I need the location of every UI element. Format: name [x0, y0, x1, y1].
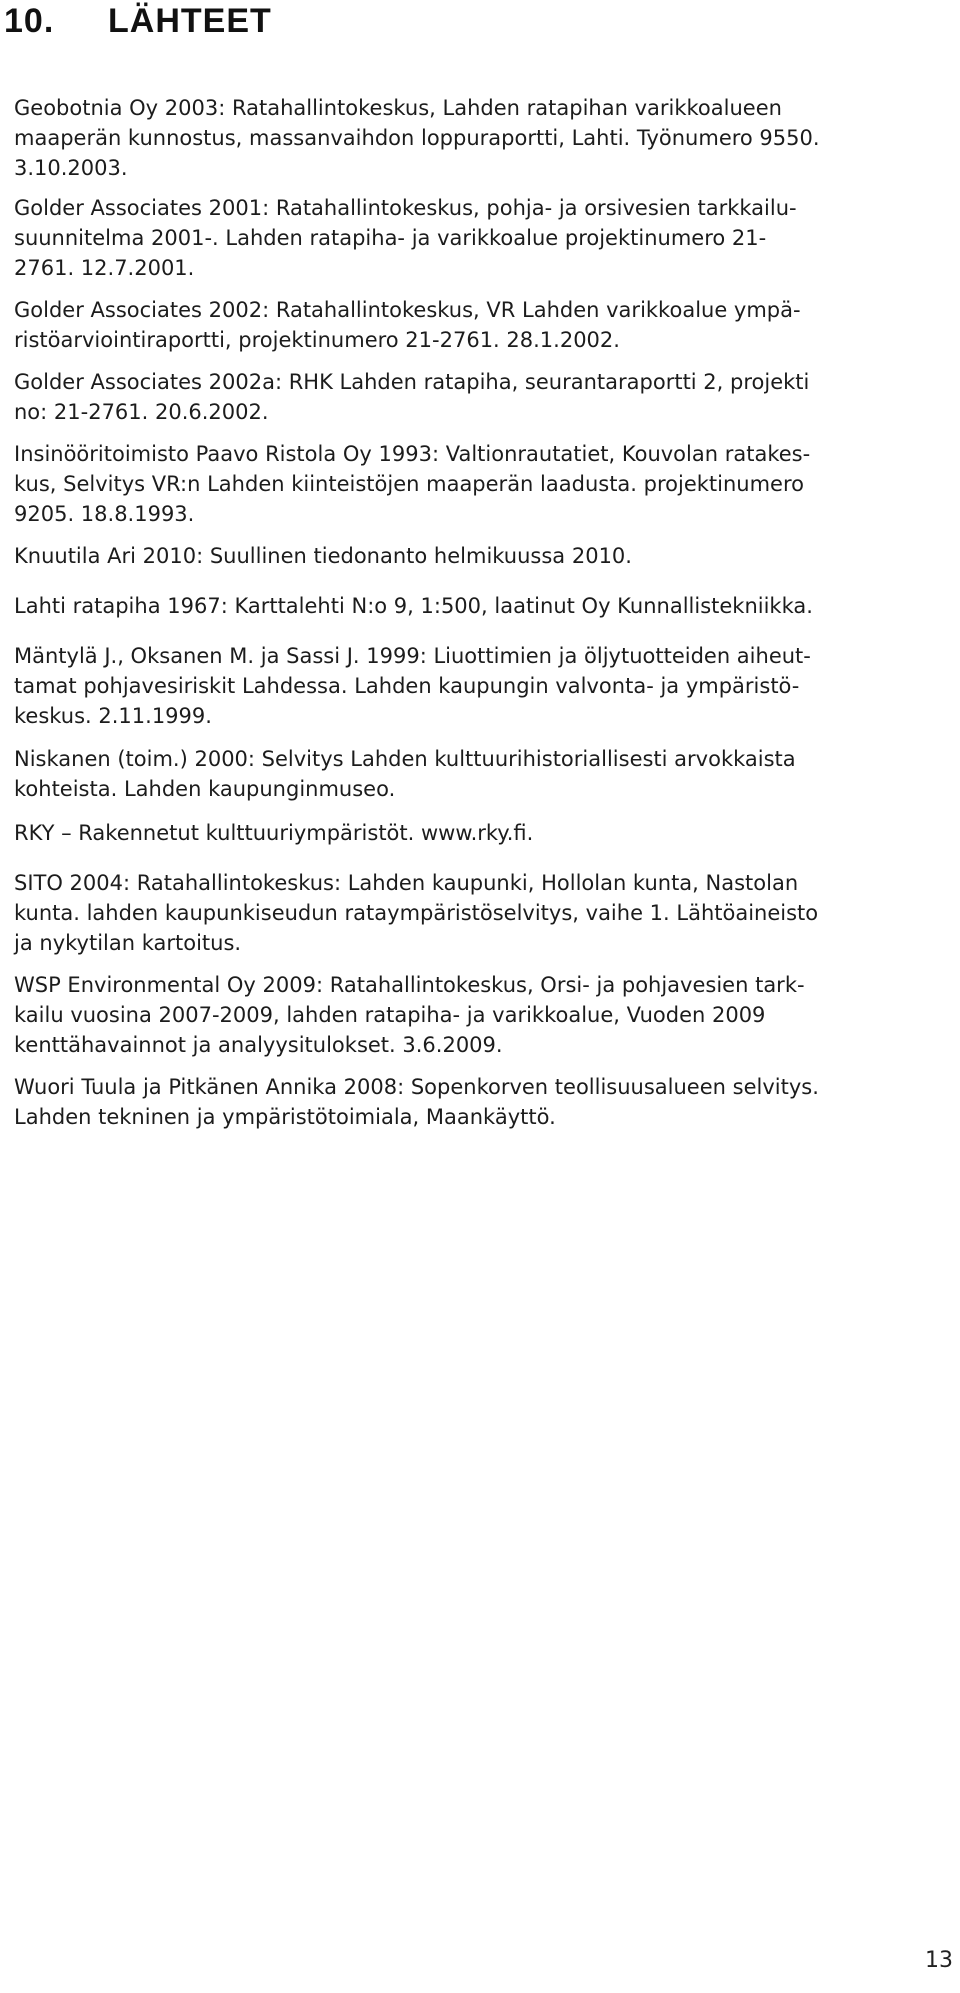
reference-lahti-1967 — [14, 591, 958, 621]
reference-line: Wuori Tuula ja Pitkänen Annika 2008: Sopenkorven teollisuusalueen selvitys. — [14, 1075, 819, 1099]
reference-golder-2001 — [14, 193, 958, 283]
reference-line: WSP Environmental Oy 2009: Ratahallintokeskus, Orsi- ja pohjavesien tark- — [14, 973, 805, 997]
reference-line: tamat pohjavesiriskit Lahdessa. Lahden kaupungin valvonta- ja ympäristö- — [14, 674, 800, 698]
reference-niskanen-2000 — [14, 744, 958, 804]
reference-mantyla-1999 — [14, 641, 958, 731]
reference-line: suunnitelma 2001-. Lahden ratapiha- ja varikkoalue projektinumero 21- — [14, 226, 767, 250]
reference-line: kohteista. Lahden kaupunginmuseo. — [14, 777, 396, 801]
reference-line: Insinööritoimisto Paavo Ristola Oy 1993: Valtionrautatiet, Kouvolan ratakes- — [14, 442, 811, 466]
reference-line: 2761. 12.7.2001. — [14, 256, 195, 280]
reference-line: Golder Associates 2002: Ratahallintokeskus, VR Lahden varikkoalue ympä- — [14, 298, 801, 322]
reference-line: no: 21-2761. 20.6.2002. — [14, 400, 269, 424]
reference-line: Geobotnia Oy 2003: Ratahallintokeskus, Lahden ratapihan varikkoalueen — [14, 96, 782, 120]
reference-wuori-2008 — [14, 1072, 958, 1132]
reference-line: Niskanen (toim.) 2000: Selvitys Lahden kulttuurihistoriallisesti arvokkaista — [14, 747, 796, 771]
reference-knuutila-2010 — [14, 541, 958, 571]
reference-line: SITO 2004: Ratahallintokeskus: Lahden kaupunki, Hollolan kunta, Nastolan — [14, 871, 799, 895]
section-heading — [4, 2, 272, 41]
reference-line: Knuutila Ari 2010: Suullinen tiedonanto helmikuussa 2010. — [14, 544, 632, 568]
reference-rky — [14, 818, 958, 848]
reference-line: Lahti ratapiha 1967: Karttalehti N:o 9, 1:500, laatinut Oy Kunnallistekniikka. — [14, 594, 813, 618]
reference-line: Golder Associates 2002a: RHK Lahden ratapiha, seurantaraportti 2, projekti — [14, 370, 810, 394]
reference-sito-2004 — [14, 868, 958, 958]
reference-list — [14, 93, 958, 1132]
reference-line: Golder Associates 2001: Ratahallintokeskus, pohja- ja orsivesien tarkkailu- — [14, 196, 797, 220]
reference-line: ja nykytilan kartoitus. — [14, 931, 242, 955]
reference-line: maaperän kunnostus, massanvaihdon loppuraportti, Lahti. Työnumero 9550. — [14, 126, 820, 150]
reference-line: kenttähavainnot ja analyysitulokset. 3.6.2009. — [14, 1033, 503, 1057]
reference-line: 3.10.2003. — [14, 156, 128, 180]
reference-line: RKY – Rakennetut kulttuuriympäristöt. www.rky.fi. — [14, 821, 534, 845]
reference-line: kailu vuosina 2007-2009, lahden ratapiha- ja varikkoalue, Vuoden 2009 — [14, 1003, 766, 1027]
reference-wsp-2009 — [14, 970, 958, 1060]
reference-line: kunta. lahden kaupunkiseudun rataympäristöselvitys, vaihe 1. Lähtöaineisto — [14, 901, 819, 925]
reference-ristola-1993 — [14, 439, 958, 529]
section-title: LÄHTEET — [108, 2, 272, 40]
reference-line: kus, Selvitys VR:n Lahden kiinteistöjen maaperän laadusta. projektinumero — [14, 472, 805, 496]
reference-line: Mäntylä J., Oksanen M. ja Sassi J. 1999: Liuottimien ja öljytuotteiden aiheut- — [14, 644, 811, 668]
reference-golder-2002 — [14, 295, 958, 355]
section-number: 10. — [4, 2, 55, 40]
reference-geobotnia-2003 — [14, 93, 958, 183]
reference-line: Lahden tekninen ja ympäristötoimiala, Maankäyttö. — [14, 1105, 556, 1129]
reference-line: keskus. 2.11.1999. — [14, 704, 212, 728]
reference-line: 9205. 18.8.1993. — [14, 502, 195, 526]
reference-line: ristöarviointiraportti, projektinumero 21-2761. 28.1.2002. — [14, 328, 620, 352]
reference-golder-2002a — [14, 367, 958, 427]
page-number: 13 — [925, 1948, 953, 1973]
